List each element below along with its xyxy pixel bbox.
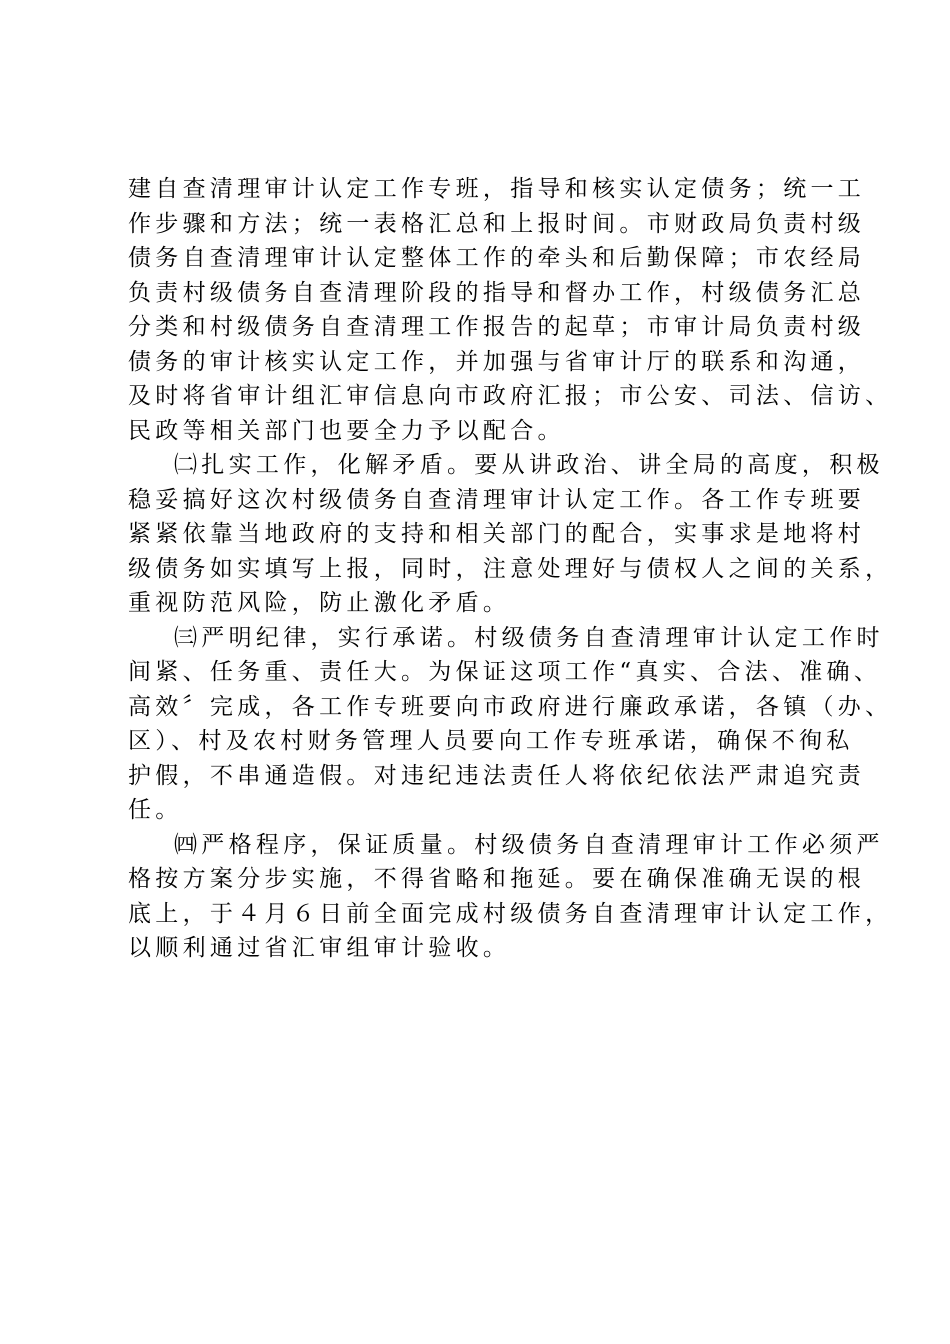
text-line: 债务自查清理审计认定整体工作的牵头和后勤保障；市农经局 — [128, 245, 866, 271]
text-line: 任。 — [128, 797, 183, 823]
text-line: ㈢严明纪律，实行承诺。村级债务自查清理审计认定工作时 — [174, 624, 884, 651]
text-line: 作步骤和方法；统一表格汇总和上报时间。市财政局负责村级 — [128, 210, 866, 237]
text-line: 底上，于４月６日前全面完成村级债务自查清理审计认定工作， — [128, 900, 893, 927]
text-line: 高效〞完成，各工作专班要向市政府进行廉政承诺，各镇（办、 — [128, 693, 893, 720]
text-line: ㈣严格程序，保证质量。村级债务自查清理审计工作必须严 — [174, 831, 884, 858]
text-line: 分类和村级债务自查清理工作报告的起草；市审计局负责村级 — [128, 314, 866, 340]
text-line: 民政等相关部门也要全力予以配合。 — [128, 417, 565, 444]
document-body — [128, 172, 893, 966]
text-line: 建自查清理审计认定工作专班，指导和核实认定债务；统一工 — [128, 176, 866, 202]
paragraph-1 — [128, 172, 893, 448]
paragraph-4 — [128, 828, 893, 966]
text-line: 重视防范风险，防止激化矛盾。 — [128, 590, 511, 616]
text-line: 护假，不串通造假。对违纪违法责任人将依纪依法严肃追究责 — [128, 762, 866, 789]
text-line: 区）、村及农村财务管理人员要向工作专班承诺，确保不徇私 — [128, 728, 854, 754]
text-line: 紧紧依靠当地政府的支持和相关部门的配合，实事求是地将村 — [128, 521, 866, 547]
text-line: ㈡扎实工作，化解矛盾。要从讲政治、讲全局的高度，积极 — [174, 452, 884, 478]
text-line: 负责村级债务自查清理阶段的指导和督办工作，村级债务汇总 — [128, 279, 866, 306]
text-line: 间紧、任务重、责任大。为保证这项工作“真实、合法、准确、 — [128, 659, 882, 685]
paragraph-3 — [128, 621, 893, 828]
paragraph-2 — [128, 448, 893, 621]
text-line: 及时将省审计组汇审信息向市政府汇报；市公安、司法、信访、 — [128, 383, 893, 409]
text-line: 以顺利通过省汇审组审计验收。 — [128, 935, 511, 961]
text-line: 级债务如实填写上报，同时，注意处理好与债权人之间的关系， — [128, 555, 893, 582]
text-line: 债务的审计核实认定工作，并加强与省审计厅的联系和沟通， — [128, 348, 866, 375]
text-line: 稳妥搞好这次村级债务自查清理审计认定工作。各工作专班要 — [128, 486, 866, 513]
text-line: 格按方案分步实施，不得省略和拖延。要在确保准确无误的根 — [128, 866, 866, 892]
